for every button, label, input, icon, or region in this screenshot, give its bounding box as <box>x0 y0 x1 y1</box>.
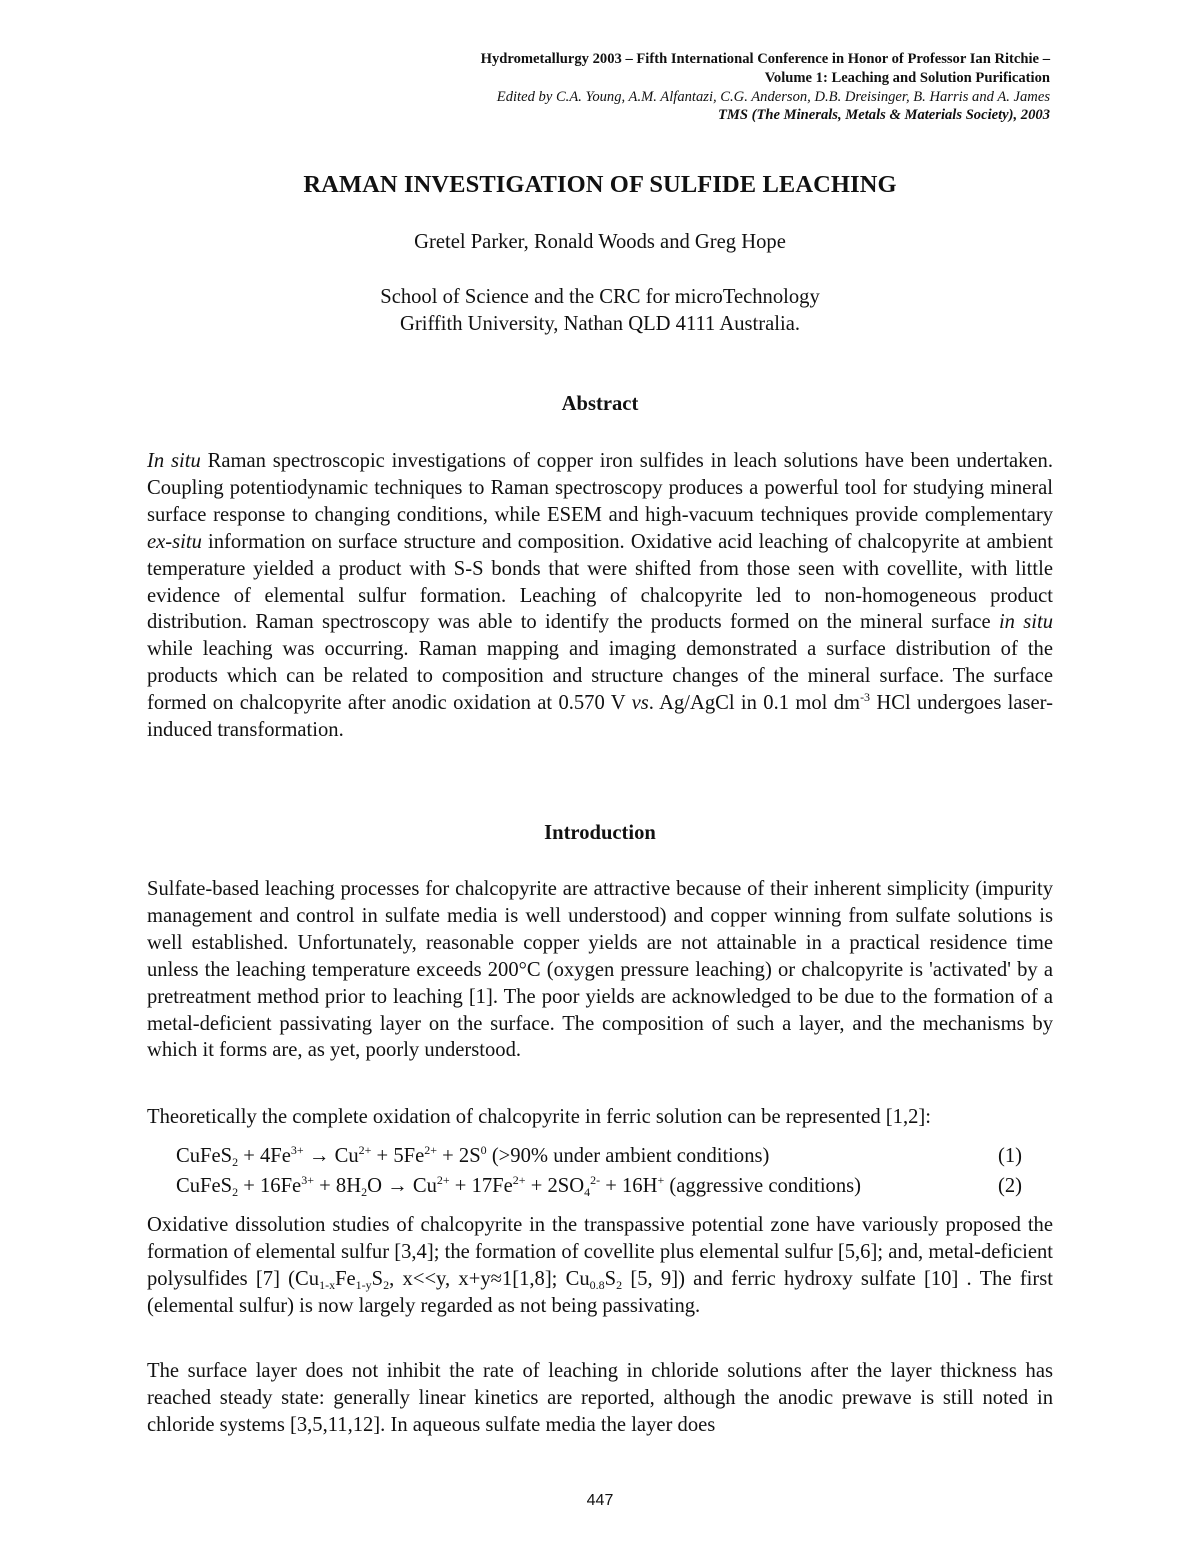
eq-subscript: 2 <box>232 1155 239 1169</box>
eq-superscript: 2- <box>590 1173 601 1187</box>
affiliation-line-1: School of Science and the CRC for microTechnology <box>380 286 820 308</box>
introduction-heading: Introduction <box>544 822 656 844</box>
intro-paragraph-3 <box>147 1212 1053 1320</box>
equation-1-body <box>176 1141 769 1171</box>
equation-1-number: (1) <box>997 1145 1022 1167</box>
eq-text: + 8H <box>313 1175 362 1197</box>
affiliation <box>0 284 1200 338</box>
eq-text: + 5Fe <box>371 1145 425 1167</box>
eq-superscript: 2+ <box>358 1143 372 1157</box>
equation-2 <box>176 1171 1022 1201</box>
eq-superscript: 0 <box>480 1143 487 1157</box>
eq-text: (>90% under ambient conditions) <box>486 1145 770 1167</box>
abstract-text: while leaching was occurring. Raman mapping and imaging demonstrated a surface distribution of the products which can be related to composition and structure changes of the mineral surface. The surface formed on chalcopyrite after anodic oxidation at 0.570 V <box>147 638 1053 715</box>
p3-subscript: 2 <box>616 1277 623 1292</box>
equation-2-number: (2) <box>997 1175 1022 1197</box>
equation-block <box>176 1141 1022 1201</box>
abstract-text: In situ <box>147 450 201 472</box>
eq-text: → Cu <box>303 1145 359 1167</box>
page-number: 447 <box>586 1492 614 1509</box>
abstract-text: HCl undergoes laser-induced transformation. <box>147 692 1053 742</box>
intro-paragraph-2: Theoretically the complete oxidation of chalcopyrite in ferric solution can be represented [1,2]: <box>147 1106 931 1128</box>
eq-superscript: 2+ <box>424 1143 437 1157</box>
equation-2-body <box>176 1171 861 1201</box>
abstract-text: vs <box>631 692 649 715</box>
p3-text: S <box>604 1267 617 1290</box>
p3-subscript: 2 <box>383 1277 390 1292</box>
abstract-text: . Ag/AgCl in 0.1 mol dm <box>648 692 861 715</box>
header-line-4: TMS (The Minerals, Metals & Materials Society), 2003 <box>717 107 1050 124</box>
eq-subscript: 2 <box>232 1185 239 1199</box>
abstract-superscript: -3 <box>860 690 871 705</box>
eq-superscript: 3+ <box>301 1173 314 1187</box>
eq-text: + 2SO <box>525 1175 585 1197</box>
p3-subscript: 0.8 <box>589 1277 605 1292</box>
p3-text: Oxidative dissolution studies of chalcopyrite in the transpassive potential zone have variously proposed the formation of elemental sulfur [3,4]; the formation of covellite plus elemental sulfur [5,6]; and, metal-deficient polysulfides [7] (Cu <box>147 1214 1053 1290</box>
p3-text: [5, 9]) and ferric hydroxy sulfate [10] . The first (elemental sulfur) is now largely regarded as not being passivating. <box>147 1267 1053 1317</box>
intro-paragraph-1: Sulfate-based leaching processes for chalcopyrite are attractive because of their inherent simplicity (impurity management and control in sulfate media is well understood) and copper winning from sulfate solutions is well established. Unfortunately, reasonable copper yields are not attainable in a practical residence time unless the leaching temperature exceeds 200°C (oxygen pressure leaching) or chalcopyrite is 'activated' by a pretreatment method prior to leaching [1]. The poor yields are acknowledged to be due to the formation of a metal-deficient passivating layer on the surface. The composition of such a layer, and the mechanisms by which it forms are, as yet, poorly understood. <box>147 878 1053 1062</box>
abstract-paragraph <box>147 448 1053 744</box>
affiliation-line-2: Griffith University, Nathan QLD 4111 Australia. <box>400 313 800 335</box>
eq-superscript: 2+ <box>512 1173 526 1187</box>
p3-subscript: 1-y <box>355 1277 372 1292</box>
eq-text: + 4Fe <box>238 1145 291 1167</box>
abstract-text: in situ <box>998 611 1053 634</box>
authors: Gretel Parker, Ronald Woods and Greg Hope <box>414 231 786 253</box>
eq-subscript: 4 <box>584 1185 591 1199</box>
eq-superscript: + <box>657 1173 665 1187</box>
eq-subscript: 2 <box>361 1185 368 1199</box>
eq-text: + 16Fe <box>238 1175 302 1197</box>
header-line-2: Volume 1: Leaching and Solution Purification <box>764 69 1050 86</box>
header-line-1: Hydrometallurgy 2003 – Fifth International Conference in Honor of Professor Ian Ritchie – <box>480 51 1050 67</box>
abstract-heading: Abstract <box>561 393 639 415</box>
conference-header <box>150 50 1050 125</box>
p3-text: Fe <box>335 1267 356 1290</box>
equation-1 <box>176 1141 1022 1171</box>
p3-text: , x<<y, x+y≈1[1,8]; Cu <box>389 1267 590 1290</box>
abstract-text: information on surface structure and composition. Oxidative acid leaching of chalcopyrite at ambient temperature yielded a product with S-S bonds that were shifted from those seen with covellite, with little evidence of elemental sulfur formation. Leaching of chalcopyrite led to non-homogeneous product distribution. Raman spectroscopy was able to identify the products formed on the mineral surface <box>147 530 1053 634</box>
eq-superscript: 2+ <box>436 1173 450 1187</box>
eq-text: CuFeS <box>176 1145 233 1167</box>
eq-text: CuFeS <box>176 1175 233 1197</box>
eq-text: (aggressive conditions) <box>664 1175 862 1197</box>
abstract-text: ex-situ <box>147 530 202 553</box>
eq-text: + 2S <box>437 1145 481 1167</box>
abstract-text: Raman spectroscopic investigations of copper iron sulfides in leach solutions have been undertaken. Coupling potentiodynamic techniques to Raman spectroscopy produces a powerful tool for studying mineral surface response to changing conditions, while ESEM and high-vacuum techniques provide complementary <box>147 450 1054 526</box>
eq-text: + 17Fe <box>449 1175 513 1197</box>
paper-title: RAMAN INVESTIGATION OF SULFIDE LEACHING <box>303 171 897 198</box>
eq-text: O → Cu <box>367 1175 437 1197</box>
eq-text: + 16H <box>600 1175 658 1197</box>
header-line-3: Edited by C.A. Young, A.M. Alfantazi, C.G. Anderson, D.B. Dreisinger, B. Harris and A. James <box>496 88 1050 105</box>
eq-superscript: 3+ <box>290 1143 304 1157</box>
p3-subscript: 1-x <box>319 1277 336 1292</box>
p3-text: S <box>371 1267 384 1290</box>
intro-paragraph-4: The surface layer does not inhibit the rate of leaching in chloride solutions after the layer thickness has reached steady state: generally linear kinetics are reported, although the anodic prewave is still noted in chloride systems [3,5,11,12]. In aqueous sulfate media the layer does <box>147 1360 1053 1436</box>
